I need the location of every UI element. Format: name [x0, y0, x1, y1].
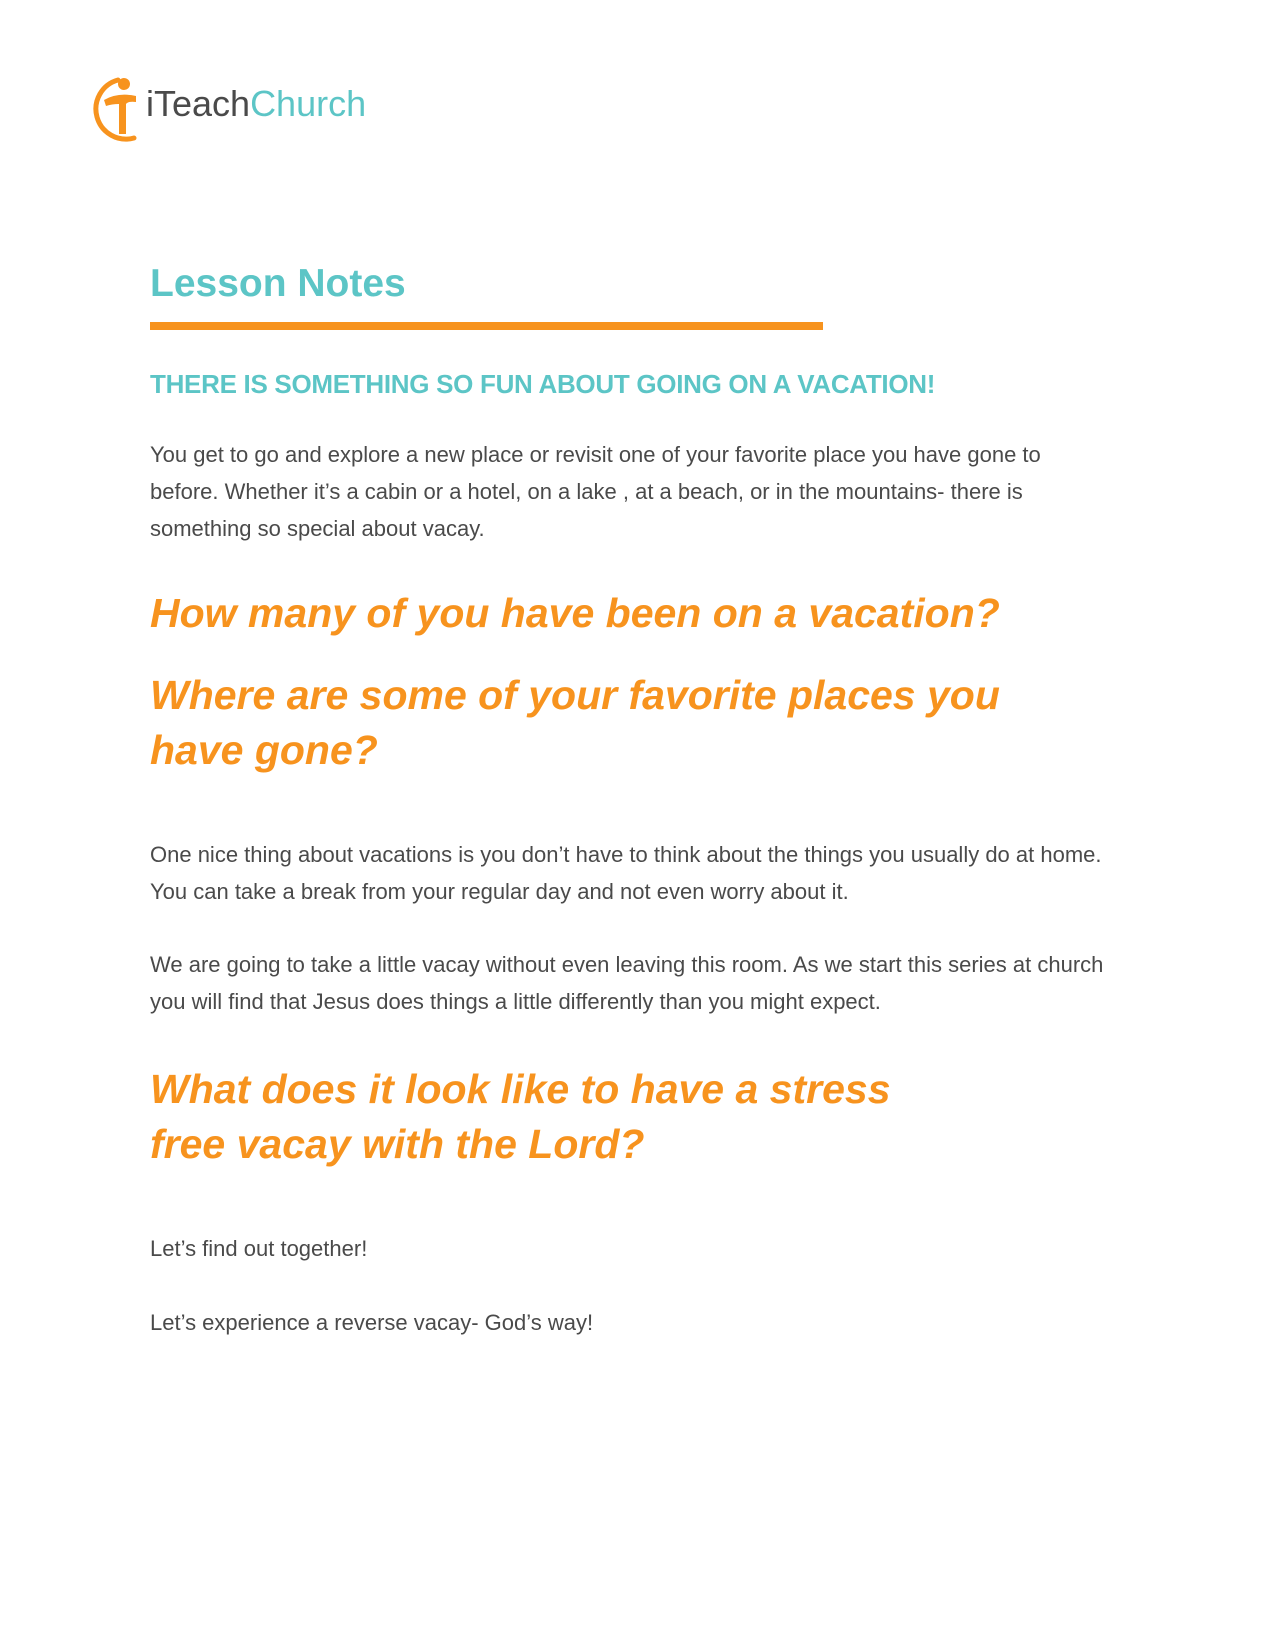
- question-1: How many of you have been on a vacation?: [150, 590, 1000, 636]
- section-subheading: THERE IS SOMETHING SO FUN ABOUT GOING ON A VACATION!: [150, 369, 936, 399]
- question-2: Where are some of your favorite places you have gone?: [150, 672, 1000, 773]
- question-3: What does it look like to have a stress free vacay with the Lord?: [150, 1066, 891, 1167]
- brand-name-part2: Church: [250, 83, 367, 124]
- person-circle-icon: [86, 72, 144, 144]
- page-title: Lesson Notes: [150, 262, 406, 305]
- brand-wordmark: [146, 83, 367, 124]
- brand-name-part1: iTeach: [146, 83, 251, 124]
- paragraph-5: Let’s experience a reverse vacay- God’s way!: [150, 1310, 594, 1335]
- paragraph-2: One nice thing about vacations is you don’t have to think about the things you usually do at home. You can take a break from your regular day and not even worry about it.: [150, 842, 1102, 904]
- paragraph-4: Let’s find out together!: [150, 1236, 368, 1261]
- paragraph-3: We are going to take a little vacay without even leaving this room. As we start this series at church you will find that Jesus does things a little differently than you might expect.: [150, 952, 1104, 1014]
- title-underline: [150, 322, 823, 330]
- brand-logo: [86, 72, 366, 144]
- paragraph-1: You get to go and explore a new place or revisit one of your favorite place you have gone to before. Whether it’s a cabin or a hotel, on a lake , at a beach, or in the mountains- there is something so special about vacay.: [150, 442, 1041, 541]
